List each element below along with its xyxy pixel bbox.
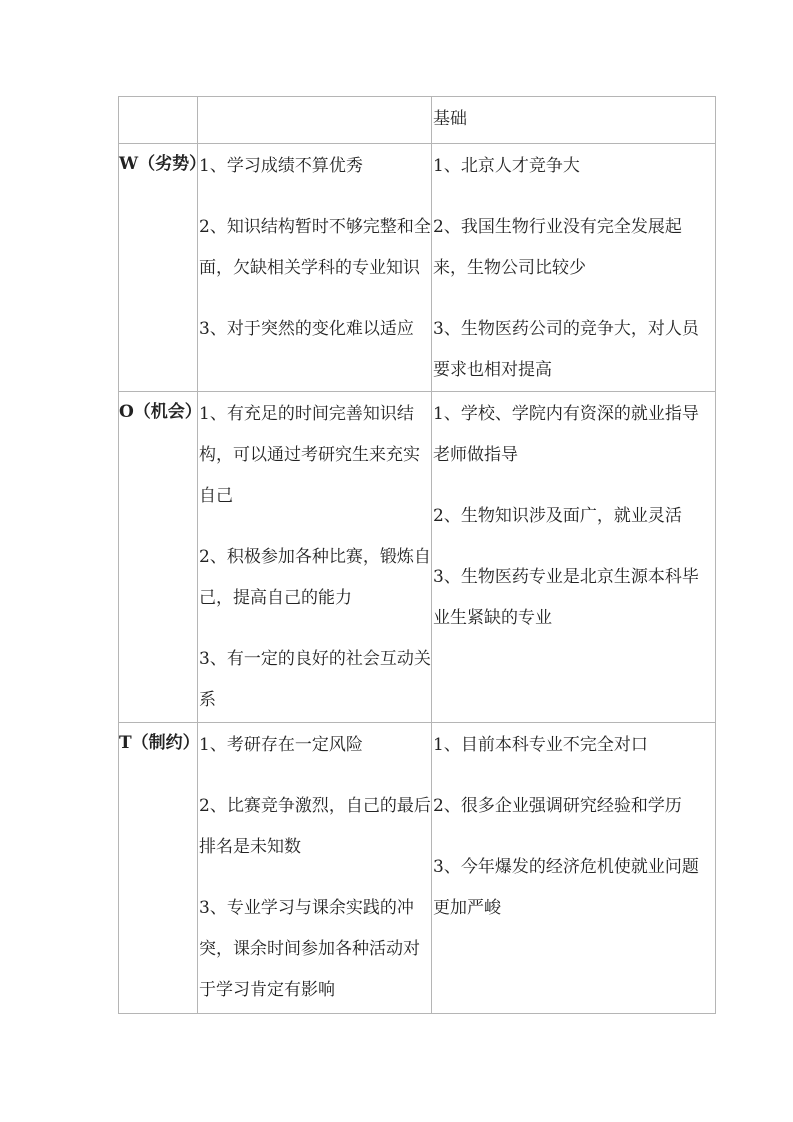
internal-cell bbox=[198, 723, 432, 1014]
list-item: 3、对于突然的变化难以适应 bbox=[199, 319, 414, 339]
list-item: 3、生物医药专业是北京生源本科毕业生紧缺的专业 bbox=[433, 567, 699, 628]
header-cell-3 bbox=[432, 97, 716, 144]
swot-table bbox=[118, 96, 716, 1014]
list-item: 3、今年爆发的经济危机使就业问题更加严峻 bbox=[433, 857, 699, 918]
list-item: 2、我国生物行业没有完全发展起来，生物公司比较少 bbox=[433, 217, 682, 278]
list-item: 2、知识结构暂时不够完整和全面，欠缺相关学科的专业知识 bbox=[199, 217, 431, 278]
external-cell bbox=[432, 144, 716, 392]
list-item: 2、很多企业强调研究经验和学历 bbox=[433, 796, 682, 816]
external-cell bbox=[432, 392, 716, 723]
list-item: 2、比赛竞争激烈，自己的最后排名是未知数 bbox=[199, 796, 431, 857]
internal-cell bbox=[198, 144, 432, 392]
list-item: 1、学校、学院内有资深的就业指导老师做指导 bbox=[433, 404, 699, 465]
external-cell bbox=[432, 723, 716, 1014]
list-item: 2、积极参加各种比赛，锻炼自己，提高自己的能力 bbox=[199, 547, 431, 608]
list-item: 3、生物医药公司的竞争大，对人员要求也相对提高 bbox=[433, 319, 699, 380]
list-item: 1、目前本科专业不完全对口 bbox=[433, 735, 648, 755]
row-label: O（机会） bbox=[119, 392, 198, 723]
list-item: 1、有充足的时间完善知识结构，可以通过考研究生来充实自己 bbox=[199, 404, 420, 506]
table-row-opportunity bbox=[119, 392, 716, 723]
list-item: 3、专业学习与课余实践的冲突，课余时间参加各种活动对于学习肯定有影响 bbox=[199, 898, 420, 1000]
row-label: T（制约） bbox=[119, 723, 198, 1014]
row-label: W（劣势） bbox=[119, 144, 198, 392]
header-cell-1 bbox=[119, 97, 198, 144]
list-item: 2、生物知识涉及面广，就业灵活 bbox=[433, 506, 682, 526]
header-cell-2 bbox=[198, 97, 432, 144]
list-item: 3、有一定的良好的社会互动关系 bbox=[199, 649, 431, 710]
table-row-threat bbox=[119, 723, 716, 1014]
internal-cell bbox=[198, 392, 432, 723]
table-header-row bbox=[119, 97, 716, 144]
list-item: 1、北京人才竞争大 bbox=[433, 156, 580, 176]
header-text: 基础 bbox=[433, 109, 467, 129]
list-item: 1、考研存在一定风险 bbox=[199, 735, 363, 755]
list-item: 1、学习成绩不算优秀 bbox=[199, 156, 363, 176]
table-row-weakness bbox=[119, 144, 716, 392]
